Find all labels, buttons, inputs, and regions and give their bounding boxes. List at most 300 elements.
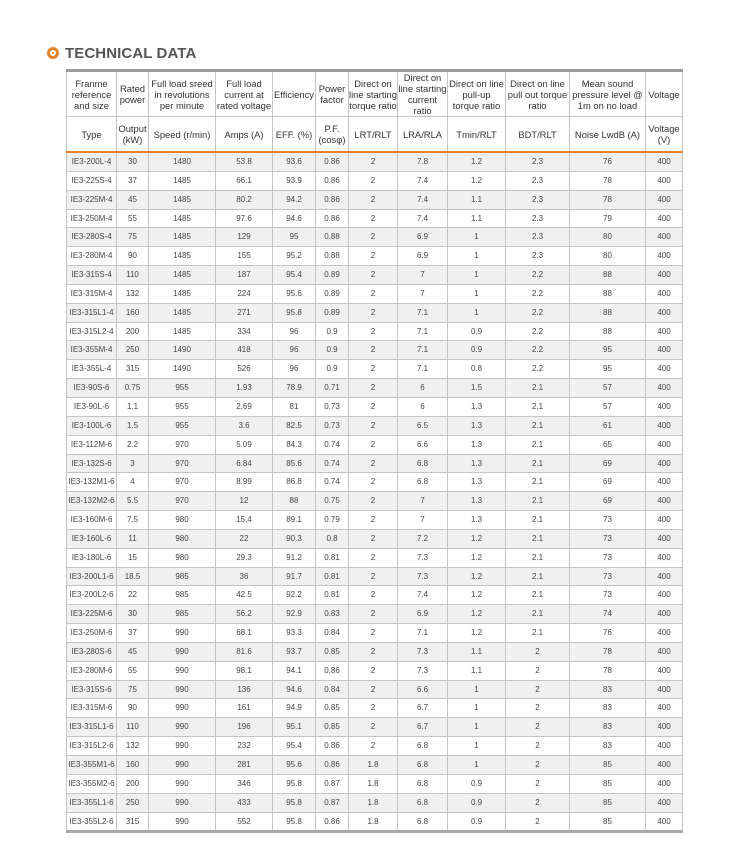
cell-lra-rla: 7.1 [398,360,448,379]
cell-voltage: 400 [646,793,683,812]
cell-speed: 990 [149,793,216,812]
cell-lrt-rlt: 2 [349,548,398,567]
cell-bdt-rlt: 2.1 [506,379,570,398]
cell-lra-rla: 6.8 [398,473,448,492]
cell-tmin-rlt: 1.3 [448,511,506,530]
cell-tmin-rlt: 0.9 [448,793,506,812]
cell-lra-rla: 6.8 [398,812,448,832]
cell-lra-rla: 7.4 [398,586,448,605]
cell-lrt-rlt: 2 [349,266,398,285]
cell-type: IE3-355L2-6 [67,812,117,832]
cell-lrt-rlt: 2 [349,492,398,511]
cell-power-factor: 0.84 [316,680,349,699]
cell-voltage: 400 [646,209,683,228]
cell-tmin-rlt: 1 [448,699,506,718]
cell-efficiency: 95.6 [273,756,316,775]
column-unit-amps: Amps (A) [216,117,273,153]
cell-lra-rla: 7.3 [398,548,448,567]
cell-lrt-rlt: 2 [349,699,398,718]
cell-output: 37 [117,171,149,190]
cell-lra-rla: 7 [398,266,448,285]
cell-voltage: 400 [646,718,683,737]
cell-amps: 22 [216,529,273,548]
column-header-noise: Mean sound pressure level @ 1m on no load [570,71,646,117]
cell-bdt-rlt: 2.2 [506,284,570,303]
cell-power-factor: 0.8 [316,529,349,548]
cell-amps: 418 [216,341,273,360]
cell-voltage: 400 [646,266,683,285]
table-row [67,548,683,567]
cell-bdt-rlt: 2.3 [506,152,570,171]
cell-type: IE3-355M-4 [67,341,117,360]
cell-output: 5.5 [117,492,149,511]
cell-speed: 970 [149,473,216,492]
cell-efficiency: 93.9 [273,171,316,190]
cell-lra-rla: 6.8 [398,793,448,812]
cell-efficiency: 95.8 [273,812,316,832]
cell-power-factor: 0.74 [316,473,349,492]
cell-noise: 85 [570,812,646,832]
cell-lra-rla: 7 [398,492,448,511]
cell-power-factor: 0.73 [316,416,349,435]
table-row [67,756,683,775]
cell-lra-rla: 7.4 [398,190,448,209]
table-row [67,284,683,303]
column-header-power-factor: Power factor [316,71,349,117]
table-row [67,209,683,228]
cell-amps: 36 [216,567,273,586]
cell-type: IE3-315S-6 [67,680,117,699]
cell-bdt-rlt: 2 [506,737,570,756]
column-header-speed: Full load sreed in revolutions per minute [149,71,216,117]
table-row [67,605,683,624]
cell-efficiency: 91.7 [273,567,316,586]
cell-tmin-rlt: 1 [448,247,506,266]
cell-efficiency: 96 [273,322,316,341]
cell-lra-rla: 6.8 [398,774,448,793]
cell-noise: 83 [570,699,646,718]
cell-noise: 85 [570,793,646,812]
cell-amps: 98.1 [216,661,273,680]
cell-power-factor: 0.86 [316,209,349,228]
table-row [67,718,683,737]
cell-type: IE3-200L2-6 [67,586,117,605]
cell-type: IE3-100L-6 [67,416,117,435]
cell-lra-rla: 7.1 [398,303,448,322]
header-row-description [67,71,683,117]
cell-lrt-rlt: 2 [349,624,398,643]
cell-voltage: 400 [646,171,683,190]
cell-lra-rla: 7.3 [398,567,448,586]
cell-lrt-rlt: 2 [349,397,398,416]
cell-type: IE3-315M-6 [67,699,117,718]
cell-efficiency: 84.3 [273,435,316,454]
cell-output: 75 [117,680,149,699]
cell-output: 315 [117,360,149,379]
column-header-lrt-rlt: Direct on line starting torque ratio [349,71,398,117]
table-row [67,322,683,341]
cell-bdt-rlt: 2.2 [506,341,570,360]
cell-lrt-rlt: 2 [349,718,398,737]
cell-speed: 990 [149,812,216,832]
cell-power-factor: 0.9 [316,360,349,379]
cell-type: IE3-315S-4 [67,266,117,285]
cell-noise: 85 [570,774,646,793]
cell-lra-rla: 6 [398,379,448,398]
cell-noise: 73 [570,511,646,530]
cell-output: 55 [117,209,149,228]
cell-amps: 334 [216,322,273,341]
cell-output: 30 [117,605,149,624]
cell-output: 132 [117,737,149,756]
cell-output: 0.75 [117,379,149,398]
cell-bdt-rlt: 2.3 [506,228,570,247]
cell-efficiency: 89.1 [273,511,316,530]
column-header-type: Franme reference and size [67,71,117,117]
cell-output: 15 [117,548,149,567]
cell-efficiency: 95.8 [273,303,316,322]
cell-type: IE3-132S-6 [67,454,117,473]
cell-speed: 1480 [149,152,216,171]
cell-type: IE3-180L-6 [67,548,117,567]
cell-lrt-rlt: 2 [349,737,398,756]
cell-lrt-rlt: 2 [349,454,398,473]
cell-efficiency: 92.9 [273,605,316,624]
cell-noise: 80 [570,228,646,247]
cell-amps: 196 [216,718,273,737]
cell-bdt-rlt: 2.1 [506,567,570,586]
cell-output: 75 [117,228,149,247]
cell-speed: 990 [149,680,216,699]
cell-power-factor: 0.79 [316,511,349,530]
cell-lrt-rlt: 1.8 [349,793,398,812]
cell-speed: 985 [149,567,216,586]
table-row [67,529,683,548]
cell-noise: 88 [570,322,646,341]
cell-speed: 1490 [149,360,216,379]
column-unit-lrt-rlt: LRT/RLT [349,117,398,153]
cell-lra-rla: 7.4 [398,209,448,228]
cell-amps: 5.09 [216,435,273,454]
cell-amps: 271 [216,303,273,322]
cell-voltage: 400 [646,661,683,680]
cell-efficiency: 95.8 [273,793,316,812]
cell-speed: 955 [149,379,216,398]
cell-amps: 136 [216,680,273,699]
cell-type: IE3-132M1-6 [67,473,117,492]
cell-power-factor: 0.86 [316,190,349,209]
cell-voltage: 400 [646,492,683,511]
cell-lra-rla: 6.9 [398,228,448,247]
cell-voltage: 400 [646,379,683,398]
cell-noise: 88 [570,284,646,303]
cell-noise: 85 [570,756,646,775]
cell-power-factor: 0.87 [316,774,349,793]
cell-bdt-rlt: 2 [506,774,570,793]
cell-efficiency: 95.8 [273,774,316,793]
cell-tmin-rlt: 1 [448,303,506,322]
cell-lrt-rlt: 2 [349,567,398,586]
cell-tmin-rlt: 1 [448,266,506,285]
cell-power-factor: 0.74 [316,435,349,454]
cell-noise: 69 [570,473,646,492]
cell-noise: 78 [570,642,646,661]
cell-type: IE3-355M2-6 [67,774,117,793]
cell-lrt-rlt: 2 [349,586,398,605]
column-header-bdt-rlt: Direct on line pull out torque ratio [506,71,570,117]
cell-tmin-rlt: 0.8 [448,360,506,379]
cell-bdt-rlt: 2.1 [506,397,570,416]
cell-power-factor: 0.89 [316,284,349,303]
cell-amps: 232 [216,737,273,756]
cell-noise: 65 [570,435,646,454]
cell-lrt-rlt: 2 [349,152,398,171]
cell-speed: 990 [149,699,216,718]
cell-amps: 68.1 [216,624,273,643]
cell-lra-rla: 7.3 [398,661,448,680]
cell-efficiency: 94.1 [273,661,316,680]
cell-amps: 552 [216,812,273,832]
column-header-efficiency: Efficiency [273,71,316,117]
cell-lra-rla: 7.1 [398,341,448,360]
cell-noise: 95 [570,360,646,379]
cell-type: IE3-160L-6 [67,529,117,548]
cell-bdt-rlt: 2.1 [506,624,570,643]
column-header-tmin-rlt: Direct on line pull-up torque ratio [448,71,506,117]
cell-noise: 57 [570,379,646,398]
cell-speed: 955 [149,416,216,435]
cell-tmin-rlt: 1 [448,737,506,756]
cell-power-factor: 0.71 [316,379,349,398]
page-title: TECHNICAL DATA [65,44,197,62]
cell-amps: 433 [216,793,273,812]
cell-efficiency: 92.2 [273,586,316,605]
cell-speed: 1485 [149,303,216,322]
cell-tmin-rlt: 1 [448,284,506,303]
cell-type: IE3-200L1-6 [67,567,117,586]
cell-type: IE3-90L-6 [67,397,117,416]
cell-efficiency: 95.4 [273,737,316,756]
cell-voltage: 400 [646,756,683,775]
cell-voltage: 400 [646,454,683,473]
cell-power-factor: 0.9 [316,341,349,360]
column-unit-tmin-rlt: Tmin/RLT [448,117,506,153]
table-row [67,774,683,793]
cell-tmin-rlt: 1 [448,228,506,247]
cell-voltage: 400 [646,152,683,171]
column-unit-power-factor: P.F. (cosφ) [316,117,349,153]
cell-type: IE3-280S-4 [67,228,117,247]
table-row [67,341,683,360]
cell-speed: 1485 [149,284,216,303]
cell-voltage: 400 [646,303,683,322]
cell-noise: 88 [570,266,646,285]
cell-voltage: 400 [646,190,683,209]
cell-tmin-rlt: 1.3 [448,435,506,454]
cell-bdt-rlt: 2.1 [506,473,570,492]
table-row [67,737,683,756]
cell-voltage: 400 [646,247,683,266]
cell-bdt-rlt: 2 [506,812,570,832]
cell-bdt-rlt: 2.1 [506,511,570,530]
table-row [67,680,683,699]
cell-speed: 1485 [149,209,216,228]
cell-lrt-rlt: 2 [349,435,398,454]
cell-noise: 76 [570,152,646,171]
cell-bdt-rlt: 2.2 [506,266,570,285]
cell-lra-rla: 7.1 [398,322,448,341]
table-row [67,360,683,379]
table-row [67,642,683,661]
cell-noise: 73 [570,529,646,548]
table-row [67,454,683,473]
cell-voltage: 400 [646,397,683,416]
cell-output: 2.2 [117,435,149,454]
cell-type: IE3-315M-4 [67,284,117,303]
cell-power-factor: 0.75 [316,492,349,511]
cell-lrt-rlt: 2 [349,284,398,303]
cell-voltage: 400 [646,360,683,379]
cell-output: 160 [117,303,149,322]
table-row [67,492,683,511]
cell-amps: 224 [216,284,273,303]
cell-tmin-rlt: 0.9 [448,774,506,793]
cell-amps: 2.69 [216,397,273,416]
cell-type: IE3-200L-4 [67,152,117,171]
cell-speed: 990 [149,718,216,737]
cell-output: 110 [117,718,149,737]
cell-amps: 346 [216,774,273,793]
column-unit-lra-rla: LRA/RLA [398,117,448,153]
cell-power-factor: 0.81 [316,586,349,605]
cell-speed: 980 [149,511,216,530]
cell-speed: 970 [149,492,216,511]
cell-noise: 69 [570,454,646,473]
cell-speed: 985 [149,586,216,605]
cell-amps: 80.2 [216,190,273,209]
cell-tmin-rlt: 1.3 [448,416,506,435]
cell-lra-rla: 6.8 [398,756,448,775]
cell-amps: 81.6 [216,642,273,661]
cell-type: IE3-280S-6 [67,642,117,661]
cell-output: 55 [117,661,149,680]
cell-output: 45 [117,642,149,661]
cell-power-factor: 0.86 [316,171,349,190]
cell-speed: 990 [149,642,216,661]
cell-voltage: 400 [646,284,683,303]
column-header-voltage: Voltage [646,71,683,117]
cell-type: IE3-250M-4 [67,209,117,228]
cell-bdt-rlt: 2.1 [506,492,570,511]
cell-efficiency: 94.2 [273,190,316,209]
cell-power-factor: 0.85 [316,642,349,661]
cell-bdt-rlt: 2.3 [506,247,570,266]
cell-efficiency: 95 [273,228,316,247]
cell-tmin-rlt: 1.3 [448,397,506,416]
cell-bdt-rlt: 2.2 [506,303,570,322]
table-row [67,624,683,643]
cell-tmin-rlt: 1 [448,680,506,699]
cell-lrt-rlt: 2 [349,661,398,680]
cell-speed: 990 [149,774,216,793]
cell-type: IE3-250M-6 [67,624,117,643]
cell-lra-rla: 6.7 [398,699,448,718]
cell-lra-rla: 7.4 [398,171,448,190]
cell-amps: 29.3 [216,548,273,567]
cell-output: 110 [117,266,149,285]
cell-amps: 155 [216,247,273,266]
table-row [67,397,683,416]
table-row [67,247,683,266]
cell-amps: 15.4 [216,511,273,530]
cell-noise: 74 [570,605,646,624]
cell-speed: 955 [149,397,216,416]
cell-output: 200 [117,322,149,341]
cell-bdt-rlt: 2 [506,793,570,812]
table-row [67,511,683,530]
cell-efficiency: 85.6 [273,454,316,473]
cell-noise: 95 [570,341,646,360]
cell-efficiency: 95.1 [273,718,316,737]
cell-output: 90 [117,699,149,718]
cell-power-factor: 0.85 [316,699,349,718]
table-row [67,793,683,812]
cell-bdt-rlt: 2.1 [506,529,570,548]
cell-efficiency: 95.2 [273,247,316,266]
cell-output: 11 [117,529,149,548]
cell-output: 1.1 [117,397,149,416]
cell-type: IE3-315L1-6 [67,718,117,737]
cell-amps: 526 [216,360,273,379]
cell-voltage: 400 [646,737,683,756]
cell-efficiency: 94.6 [273,680,316,699]
cell-noise: 79 [570,209,646,228]
table-row [67,586,683,605]
cell-power-factor: 0.87 [316,793,349,812]
cell-bdt-rlt: 2.3 [506,190,570,209]
cell-bdt-rlt: 2.2 [506,322,570,341]
cell-lra-rla: 6 [398,397,448,416]
cell-voltage: 400 [646,642,683,661]
cell-type: IE3-90S-6 [67,379,117,398]
cell-voltage: 400 [646,529,683,548]
cell-lra-rla: 6.9 [398,605,448,624]
cell-amps: 281 [216,756,273,775]
cell-voltage: 400 [646,812,683,832]
cell-type: IE3-225M-6 [67,605,117,624]
cell-speed: 1485 [149,322,216,341]
cell-tmin-rlt: 0.9 [448,812,506,832]
column-unit-speed: Speed (r/min) [149,117,216,153]
cell-efficiency: 86.8 [273,473,316,492]
cell-bdt-rlt: 2 [506,642,570,661]
cell-power-factor: 0.88 [316,247,349,266]
table-row [67,190,683,209]
cell-speed: 970 [149,435,216,454]
cell-type: IE3-280M-6 [67,661,117,680]
column-unit-output: Output (kW) [117,117,149,153]
cell-output: 3 [117,454,149,473]
cell-bdt-rlt: 2 [506,699,570,718]
cell-output: 7.5 [117,511,149,530]
cell-type: IE3-355L1-6 [67,793,117,812]
cell-power-factor: 0.88 [316,228,349,247]
cell-noise: 73 [570,567,646,586]
cell-type: IE3-112M-6 [67,435,117,454]
cell-efficiency: 94.9 [273,699,316,718]
cell-efficiency: 88 [273,492,316,511]
cell-speed: 1485 [149,190,216,209]
